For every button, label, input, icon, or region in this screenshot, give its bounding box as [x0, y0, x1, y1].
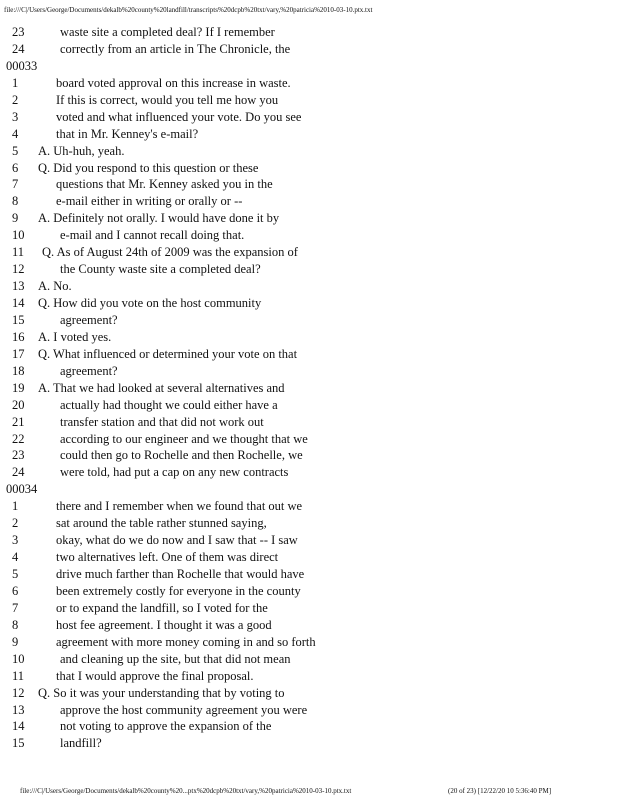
footer-file-path: file:///C|/Users/George/Documents/dekalb%20county%20...ptx%20dcpb%20txt/vary,%20patricia%2010-03-10.ptx.txt	[20, 787, 352, 795]
page-number: 00033	[6, 58, 38, 73]
line-text: could then go to Rochelle and then Rochelle, we	[60, 448, 303, 463]
file-path-header: file:///C|/Users/George/Documents/dekalb%20county%20landfill/transcripts%20dcpb%20txt/vary,%20patricia%2010-03-10.ptx.txt	[4, 6, 373, 14]
line-number: 12	[12, 685, 25, 700]
line-text: not voting to approve the expansion of the	[60, 719, 272, 734]
transcript-line	[0, 160, 618, 177]
transcript-line	[0, 397, 618, 414]
transcript-line	[0, 210, 618, 227]
line-number: 18	[12, 363, 25, 378]
transcript-line	[0, 380, 618, 397]
line-number: 23	[12, 25, 25, 39]
line-text: that I would approve the final proposal.	[56, 668, 254, 683]
line-text: Q. As of August 24th of 2009 was the expansion of	[42, 245, 298, 260]
page-footer	[20, 787, 580, 795]
line-number: 14	[12, 719, 25, 734]
line-number: 8	[12, 617, 19, 632]
transcript-line	[0, 92, 618, 109]
line-number: 23	[12, 448, 25, 463]
transcript-line	[0, 447, 618, 464]
transcript-line	[0, 295, 618, 312]
footer-page-info: (20 of 23) [12/22/20 10 5:36:40 PM]	[448, 787, 552, 795]
transcript-body	[0, 24, 618, 752]
line-number: 9	[12, 634, 19, 649]
line-number: 11	[12, 668, 25, 683]
line-text: or to expand the landfill, so I voted for the	[56, 600, 268, 615]
line-number: 19	[12, 380, 25, 395]
line-text: Q. How did you vote on the host community	[38, 296, 262, 310]
transcript-line	[0, 583, 618, 600]
transcript-line	[0, 41, 618, 58]
line-text: agreement?	[60, 312, 118, 327]
line-number: 10	[12, 228, 25, 243]
line-text: A. Uh-huh, yeah.	[38, 143, 125, 158]
line-text: transfer station and that did not work out	[60, 414, 264, 429]
line-number: 20	[12, 397, 25, 412]
line-text: according to our engineer and we thought that we	[60, 431, 308, 446]
line-number: 7	[12, 600, 19, 615]
transcript-line	[0, 464, 618, 481]
transcript-line	[0, 143, 618, 160]
page-number: 00034	[6, 482, 38, 497]
line-number: 24	[12, 41, 25, 56]
line-number: 15	[12, 312, 25, 327]
line-text: e-mail either in writing or orally or --	[56, 194, 243, 209]
transcript-line	[0, 600, 618, 617]
line-number: 6	[12, 160, 19, 175]
line-number: 14	[12, 296, 25, 310]
transcript-line	[0, 244, 618, 261]
transcript-line	[0, 312, 618, 329]
transcript-line	[0, 532, 618, 549]
line-number: 13	[12, 702, 25, 717]
line-number: 3	[12, 109, 19, 124]
line-text: landfill?	[60, 736, 102, 751]
line-text: Q. What influenced or determined your vote on that	[38, 346, 298, 361]
line-text: approve the host community agreement you were	[60, 702, 308, 717]
transcript-line	[0, 617, 618, 634]
line-text: drive much farther than Rochelle that would have	[56, 567, 305, 581]
transcript-line	[0, 329, 618, 346]
line-text: Q. So it was your understanding that by voting to	[38, 685, 285, 700]
transcript-line	[0, 718, 618, 735]
line-text: there and I remember when we found that out we	[56, 499, 303, 514]
transcript-line	[0, 735, 618, 752]
line-number: 15	[12, 736, 25, 751]
line-number: 7	[12, 177, 19, 192]
transcript-line	[0, 549, 618, 566]
line-text: waste site a completed deal? If I remember	[60, 25, 275, 39]
page-marker	[0, 58, 618, 75]
line-number: 4	[12, 126, 19, 141]
transcript-line	[0, 176, 618, 193]
line-text: the County waste site a completed deal?	[60, 262, 261, 277]
line-text: e-mail and I cannot recall doing that.	[60, 228, 245, 243]
line-number: 2	[12, 92, 19, 107]
line-number: 21	[12, 414, 25, 429]
line-text: A. Definitely not orally. I would have done it by	[38, 211, 280, 226]
line-number: 17	[12, 346, 25, 361]
transcript-line	[0, 431, 618, 448]
line-number: 5	[12, 567, 19, 581]
line-text: agreement?	[60, 363, 118, 378]
line-number: 6	[12, 583, 19, 598]
line-text: questions that Mr. Kenney asked you in the	[56, 177, 273, 192]
line-text: agreement with more money coming in and so forth	[56, 634, 316, 649]
transcript-line	[0, 515, 618, 532]
transcript-line	[0, 498, 618, 515]
line-text: A. That we had looked at several alternatives and	[38, 380, 285, 395]
line-text: If this is correct, would you tell me how you	[56, 92, 279, 107]
line-number: 9	[12, 211, 19, 226]
transcript-line	[0, 363, 618, 380]
transcript-line	[0, 24, 618, 41]
line-text: A. No.	[38, 279, 72, 294]
line-number: 4	[12, 550, 19, 565]
line-number: 10	[12, 651, 25, 666]
line-number: 1	[12, 499, 19, 514]
line-number: 3	[12, 533, 19, 548]
line-text: Q. Did you respond to this question or these	[38, 160, 259, 175]
transcript-line	[0, 634, 618, 651]
transcript-line	[0, 126, 618, 143]
line-text: okay, what do we do now and I saw that -- I saw	[56, 533, 298, 548]
line-number: 13	[12, 279, 25, 294]
line-text: board voted approval on this increase in waste.	[56, 75, 291, 90]
transcript-line	[0, 668, 618, 685]
transcript-line	[0, 702, 618, 719]
transcript-line	[0, 193, 618, 210]
transcript-line	[0, 414, 618, 431]
line-number: 11	[12, 245, 25, 260]
transcript-line	[0, 651, 618, 668]
line-text: host fee agreement. I thought it was a good	[56, 617, 272, 632]
transcript-line	[0, 278, 618, 295]
line-text: were told, had put a cap on any new contracts	[60, 465, 289, 480]
transcript-line	[0, 109, 618, 126]
line-text: correctly from an article in The Chronicle, the	[60, 41, 291, 56]
line-number: 16	[12, 329, 25, 344]
line-text: that in Mr. Kenney's e-mail?	[56, 126, 199, 141]
line-text: actually had thought we could either have a	[60, 397, 278, 412]
line-text: two alternatives left. One of them was direct	[56, 550, 279, 565]
line-number: 2	[12, 516, 19, 531]
transcript-line	[0, 261, 618, 278]
line-text: and cleaning up the site, but that did not mean	[60, 651, 291, 666]
line-number: 1	[12, 75, 19, 90]
transcript-line	[0, 346, 618, 363]
line-number: 24	[12, 465, 25, 480]
transcript-line	[0, 566, 618, 583]
transcript-line	[0, 75, 618, 92]
line-text: voted and what influenced your vote. Do you see	[56, 109, 302, 124]
transcript-line	[0, 227, 618, 244]
line-text: been extremely costly for everyone in the county	[56, 583, 301, 598]
line-number: 22	[12, 431, 25, 446]
line-number: 5	[12, 143, 19, 158]
line-text: A. I voted yes.	[38, 329, 112, 344]
line-text: sat around the table rather stunned saying,	[56, 516, 267, 531]
transcript-line	[0, 685, 618, 702]
line-number: 8	[12, 194, 19, 209]
line-number: 12	[12, 262, 25, 277]
page-marker	[0, 481, 618, 498]
